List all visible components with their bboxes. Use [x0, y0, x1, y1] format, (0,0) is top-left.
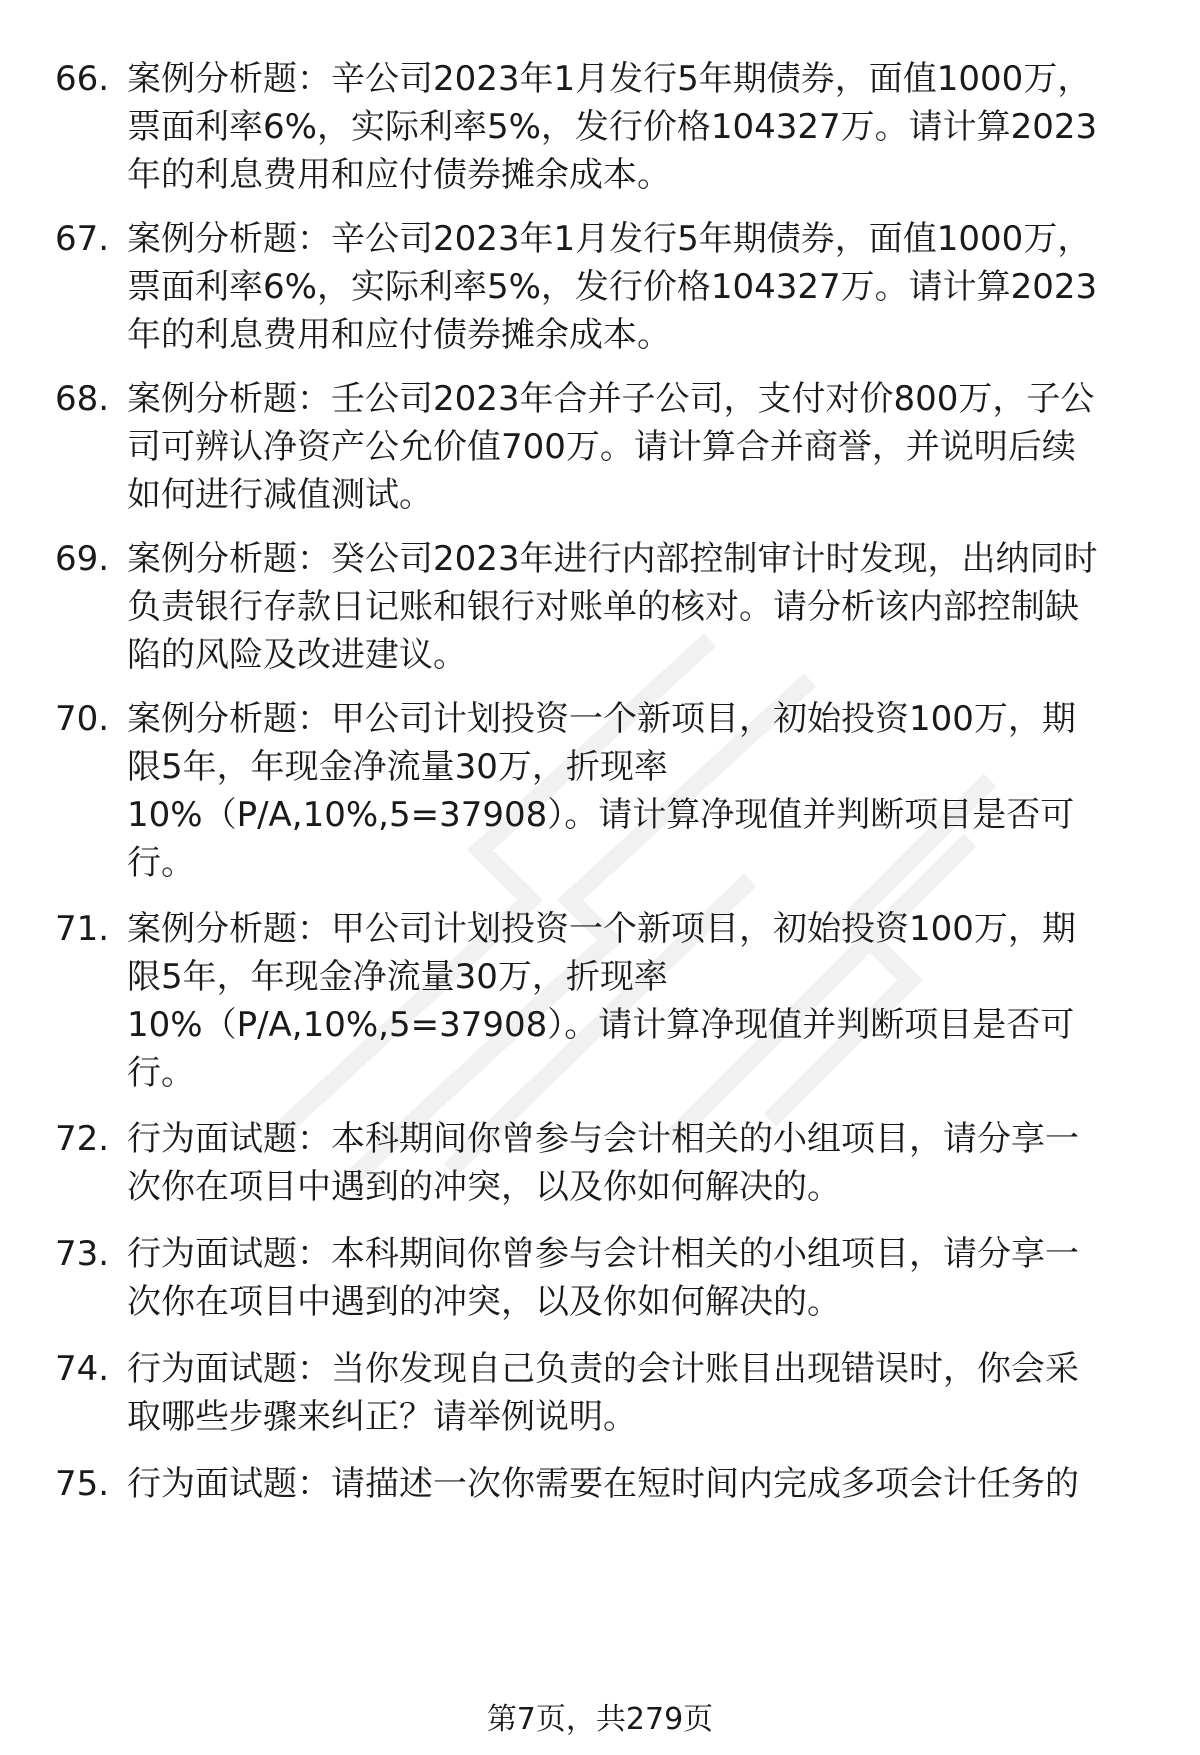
question-text: 行为面试题：当你发现自己负责的会计账目出现错误时，你会采 取哪些步骤来纠正？请举例说明。 [127, 1349, 1079, 1437]
question-68 [55, 375, 1165, 519]
question-number: 67. [55, 219, 110, 259]
page-footer: 第7页，共279页 [486, 1702, 714, 1737]
question-70 [55, 695, 1165, 887]
question-75 [55, 1460, 1165, 1508]
question-text: 行为面试题：本科期间你曾参与会计相关的小组项目，请分享一 次你在项目中遇到的冲突，以及你如何解决的。 [127, 1234, 1079, 1322]
question-text: 行为面试题：本科期间你曾参与会计相关的小组项目，请分享一 次你在项目中遇到的冲突，以及你如何解决的。 [127, 1119, 1079, 1207]
question-number: 66. [55, 59, 110, 99]
question-71 [55, 905, 1165, 1097]
question-number: 70. [55, 699, 110, 739]
question-text: 案例分析题：甲公司计划投资一个新项目，初始投资100万，期 限5年，年现金净流量30万，折现率 10%（P/A,10%,5=37908）。请计算净现值并判断项目是否可 行。 [127, 699, 1076, 883]
question-number: 73. [55, 1234, 110, 1274]
question-74 [55, 1345, 1165, 1441]
question-number: 69. [55, 539, 110, 579]
question-66 [55, 55, 1165, 199]
question-text: 案例分析题：甲公司计划投资一个新项目，初始投资100万，期 限5年，年现金净流量30万，折现率 10%（P/A,10%,5=37908）。请计算净现值并判断项目是否可 行。 [127, 909, 1076, 1093]
question-number: 68. [55, 379, 110, 419]
question-69 [55, 535, 1165, 679]
question-text: 案例分析题：壬公司2023年合并子公司，支付对价800万，子公 司可辨认净资产公允价值700万。请计算合并商誉，并说明后续 如何进行减值测试。 [127, 379, 1095, 515]
question-number: 74. [55, 1349, 110, 1389]
question-72 [55, 1115, 1165, 1211]
question-67 [55, 215, 1165, 359]
question-text: 案例分析题：辛公司2023年1月发行5年期债券，面值1000万， 票面利率6%，实际利率5%，发行价格104327万。请计算2023 年的利息费用和应付债券摊余成本。 [127, 219, 1098, 355]
question-text: 案例分析题：癸公司2023年进行内部控制审计时发现，出纳同时 负责银行存款日记账和银行对账单的核对。请分析该内部控制缺 陷的风险及改进建议。 [127, 539, 1098, 675]
question-number: 71. [55, 909, 110, 949]
question-text: 案例分析题：辛公司2023年1月发行5年期债券，面值1000万， 票面利率6%，实际利率5%，发行价格104327万。请计算2023 年的利息费用和应付债券摊余成本。 [127, 59, 1098, 195]
question-number: 75. [55, 1464, 110, 1504]
question-text: 行为面试题：请描述一次你需要在短时间内完成多项会计任务的 [127, 1464, 1079, 1504]
question-73 [55, 1230, 1165, 1326]
question-number: 72. [55, 1119, 110, 1159]
